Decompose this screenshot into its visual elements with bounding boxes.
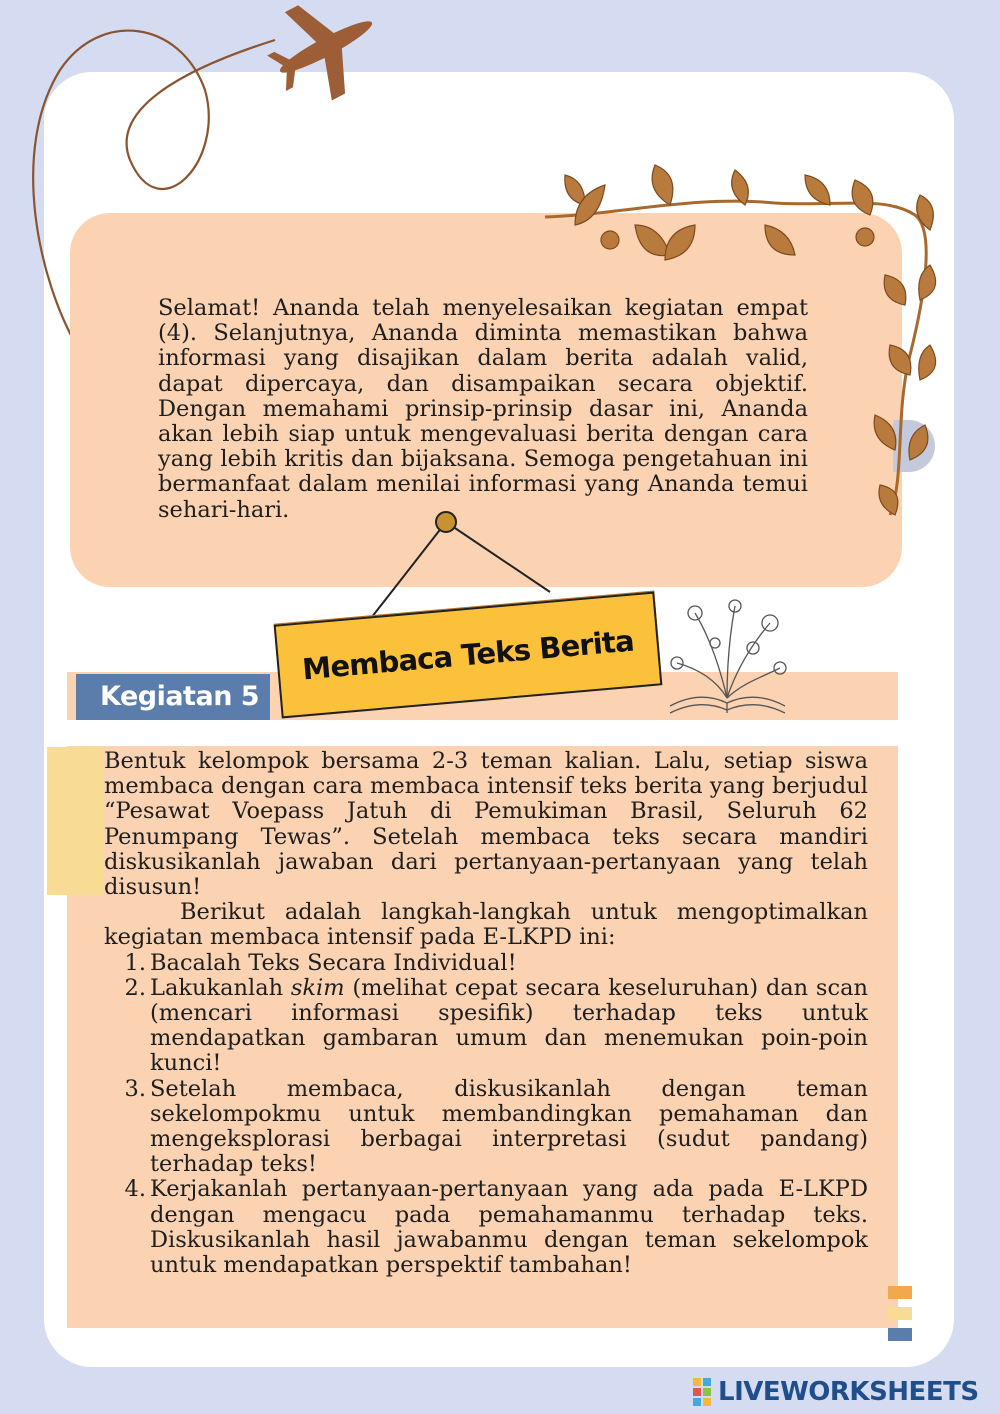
liveworksheets-logo[interactable]	[693, 1376, 979, 1408]
logo-text: LIVEWORKSHEETS	[718, 1377, 979, 1407]
activity-tab-label: Kegiatan 5	[76, 674, 270, 720]
list-item: 2. Lakukanlah skim (melihat cepat secara keseluruhan) dan scan (mencari informasi spesifik) terhadap teks untuk mendapatkan gambaran umum dan menemukan poin-poin kunci!	[124, 974, 868, 1077]
steps-intro: Berikut adalah langkah-langkah untuk mengoptimalkan kegiatan membaca intensif pada E-LKPD ini:	[104, 899, 868, 951]
list-item: 3. Setelah membaca, diskusikanlah dengan teman sekelompokmu untuk membandingkan pemahaman dan mengeksplorasi berbagai interpretasi (sudut pandang) terhadap teks!	[124, 1075, 868, 1178]
sign-strings	[0, 0, 1000, 700]
instruction-paragraph: Bentuk kelompok bersama 2-3 teman kalian. Lalu, setiap siswa membaca dengan cara membaca intensif teks berita yang berjudul “Pesawat Voepass Jatuh di Pemukiman Brasil, Seluruh 62 Penumpang Tewas”. Setelah membaca teks secara mandiri diskusikanlah jawaban dari pertanyaan-pertanyaan yang telah disusun!	[104, 748, 868, 901]
list-item: 1. Bacalah Teks Secara Individual!	[124, 949, 517, 976]
list-item: 4. Kerjakanlah pertanyaan-pertanyaan yang ada pada E-LKPD dengan mengacu pada pemahamanmu terhadap teks. Diskusikanlah hasil jawabanmu dengan teman sekelompok untuk mendapatkan perspektif tambahan!	[124, 1176, 868, 1279]
divider-strip	[66, 720, 898, 746]
yellow-accent	[47, 747, 103, 895]
activity-title: Membaca Teks Berita	[300, 623, 636, 687]
intro-paragraph: Selamat! Ananda telah menyelesaikan kegiatan empat (4). Selanjutnya, Ananda diminta memastikan bahwa informasi yang disajikan dalam berita adalah valid, dapat dipercaya, dan disampaikan secara objektif. Dengan memahami prinsip-prinsip dasar ini, Ananda akan lebih siap untuk mengevaluasi berita dengan cara yang lebih kritis dan bijaksana. Semoga pengetahuan ini bermanfaat dalam menilai informasi yang Ananda temui sehari-hari.	[158, 295, 808, 523]
steps-list	[104, 951, 868, 1279]
activity-instructions	[104, 749, 868, 1278]
logo-icon	[693, 1378, 711, 1406]
